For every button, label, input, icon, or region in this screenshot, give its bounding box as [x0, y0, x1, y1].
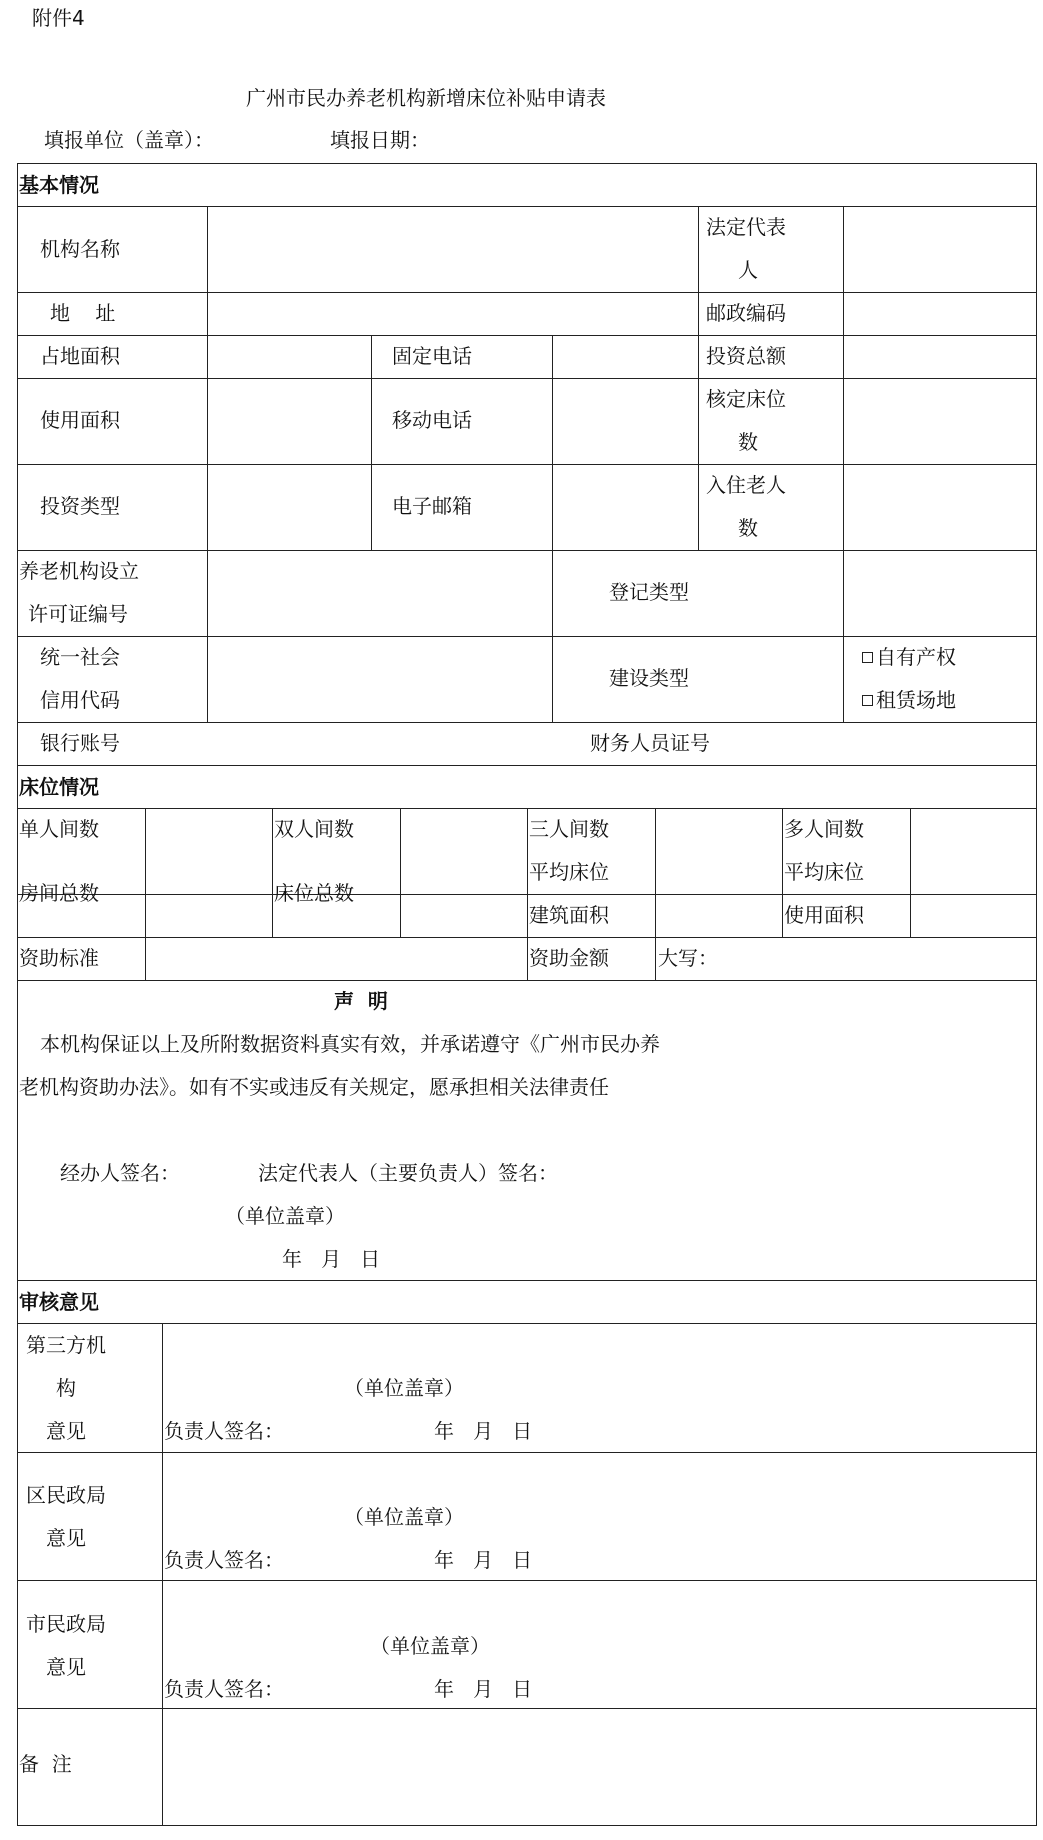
declaration-line1: 本机构保证以上及所附数据资料真实有效，并承诺遵守《广州市民办养 [40, 1032, 660, 1056]
label-multi: 多人间数 [784, 817, 864, 841]
use-area-field[interactable] [208, 379, 370, 463]
handler-sign-label: 经办人签名： [60, 1161, 180, 1185]
own-property-label: 自有产权 [876, 645, 956, 669]
org-name-field[interactable] [208, 207, 697, 291]
total-invest-field[interactable] [844, 336, 1035, 377]
rooms-total-field[interactable] [146, 852, 271, 936]
third-party-label-2: 构 [56, 1376, 76, 1400]
label-use-area: 使用面积 [40, 408, 120, 432]
label-license-2: 许可证编号 [28, 602, 128, 626]
declaration-heading: 声 明 [334, 989, 388, 1013]
declaration-line2: 老机构资助办法》。如有不实或违反有关规定，愿承担相关法律责任 [19, 1075, 609, 1099]
label-land-area: 占地面积 [40, 344, 120, 368]
credit-code-field[interactable] [208, 637, 551, 721]
third-party-seal: （单位盖章） [344, 1376, 464, 1400]
remark-label: 备 注 [19, 1752, 72, 1776]
label-amount: 资助金额 [529, 946, 609, 970]
district-label-2: 意见 [46, 1526, 86, 1550]
finance-cert-field[interactable] [844, 723, 1035, 764]
email-field[interactable] [553, 465, 697, 549]
city-label-2: 意见 [46, 1655, 86, 1679]
third-party-label-3: 意见 [46, 1419, 86, 1443]
residents-field[interactable] [844, 465, 1035, 549]
approved-beds-field[interactable] [844, 379, 1035, 463]
label-credit-1: 统一社会 [40, 645, 120, 669]
district-sign-label: 负责人签名： [164, 1548, 284, 1572]
section-basic: 基本情况 [19, 173, 99, 197]
land-area-field[interactable] [208, 336, 370, 377]
double-field[interactable] [401, 809, 526, 850]
declaration-date: 年 月 日 [282, 1247, 381, 1271]
avg-use-area-field[interactable] [911, 852, 1035, 936]
legal-sign-label: 法定代表人（主要负责人）签名： [258, 1161, 558, 1185]
label-invest-type: 投资类型 [40, 494, 120, 518]
label-residents-2: 数 [738, 516, 758, 540]
remark-field[interactable] [163, 1709, 1035, 1824]
fill-unit-label: 填报单位（盖章）： [44, 128, 214, 152]
district-date: 年 月 日 [434, 1548, 533, 1572]
label-reg-type: 登记类型 [609, 580, 689, 604]
label-mobile-phone: 移动电话 [392, 408, 472, 432]
declaration-seal: （单位盖章） [225, 1204, 345, 1228]
label-approved-beds-1: 核定床位 [706, 387, 786, 411]
city-date: 年 月 日 [434, 1677, 533, 1701]
label-beds-total: 床位总数 [274, 881, 354, 905]
label-triple: 三人间数 [529, 817, 609, 841]
label-approved-beds-2: 数 [738, 430, 758, 454]
label-avg-build-2: 建筑面积 [529, 903, 609, 927]
fixed-phone-field[interactable] [553, 336, 697, 377]
third-party-date: 年 月 日 [434, 1419, 533, 1443]
section-beds: 床位情况 [19, 775, 99, 799]
rented-site-checkbox[interactable] [862, 695, 873, 706]
own-property-checkbox[interactable] [862, 652, 873, 663]
avg-build-area-field[interactable] [656, 852, 781, 936]
label-fixed-phone: 固定电话 [392, 344, 472, 368]
mobile-phone-field[interactable] [553, 379, 697, 463]
city-sign-label: 负责人签名： [164, 1677, 284, 1701]
label-double: 双人间数 [274, 817, 354, 841]
label-capital: 大写： [658, 946, 718, 970]
postcode-field[interactable] [844, 293, 1035, 334]
label-standard: 资助标准 [19, 946, 99, 970]
district-label-1: 区民政局 [26, 1483, 106, 1507]
label-avg-use-2: 使用面积 [784, 903, 864, 927]
label-bank-account: 银行账号 [40, 731, 120, 755]
label-postcode: 邮政编码 [706, 301, 786, 325]
option-own-property[interactable] [862, 647, 956, 667]
address-field[interactable] [208, 293, 697, 334]
rented-site-label: 租赁场地 [876, 688, 956, 712]
city-seal: （单位盖章） [370, 1634, 490, 1658]
label-build-type: 建设类型 [609, 666, 689, 690]
invest-type-field[interactable] [208, 465, 370, 549]
bank-account-field[interactable] [208, 723, 551, 764]
label-residents-1: 入住老人 [706, 473, 786, 497]
amount-capital-field[interactable] [708, 938, 1035, 979]
fill-date-label: 填报日期： [330, 128, 430, 152]
third-party-sign-label: 负责人签名： [164, 1419, 284, 1443]
single-field[interactable] [146, 809, 271, 850]
multi-field[interactable] [911, 809, 1035, 850]
beds-total-field[interactable] [401, 852, 526, 936]
standard-field[interactable] [146, 938, 526, 979]
label-avg-use-1: 平均床位 [784, 860, 864, 884]
attachment-label: 附件4 [32, 6, 85, 30]
label-credit-2: 信用代码 [40, 688, 120, 712]
label-org-name: 机构名称 [40, 237, 120, 261]
label-legal-rep-2: 人 [738, 258, 758, 282]
label-email: 电子邮箱 [392, 494, 472, 518]
label-total-invest: 投资总额 [706, 344, 786, 368]
third-party-label-1: 第三方机 [26, 1333, 106, 1357]
license-field[interactable] [208, 551, 551, 635]
triple-field[interactable] [656, 809, 781, 850]
label-avg-build-1: 平均床位 [529, 860, 609, 884]
legal-rep-field[interactable] [844, 207, 1035, 291]
city-label-1: 市民政局 [26, 1612, 106, 1636]
section-review: 审核意见 [19, 1290, 99, 1314]
option-rented-site[interactable] [862, 690, 956, 710]
label-address: 地 址 [50, 301, 116, 325]
reg-type-field[interactable] [844, 551, 1035, 635]
label-license-1: 养老机构设立 [19, 559, 139, 583]
label-legal-rep-1: 法定代表 [706, 215, 786, 239]
district-seal: （单位盖章） [344, 1505, 464, 1529]
label-rooms-total: 房间总数 [19, 881, 99, 905]
label-single: 单人间数 [19, 817, 99, 841]
label-finance-cert: 财务人员证号 [590, 731, 710, 755]
form-title: 广州市民办养老机构新增床位补贴申请表 [246, 86, 606, 110]
